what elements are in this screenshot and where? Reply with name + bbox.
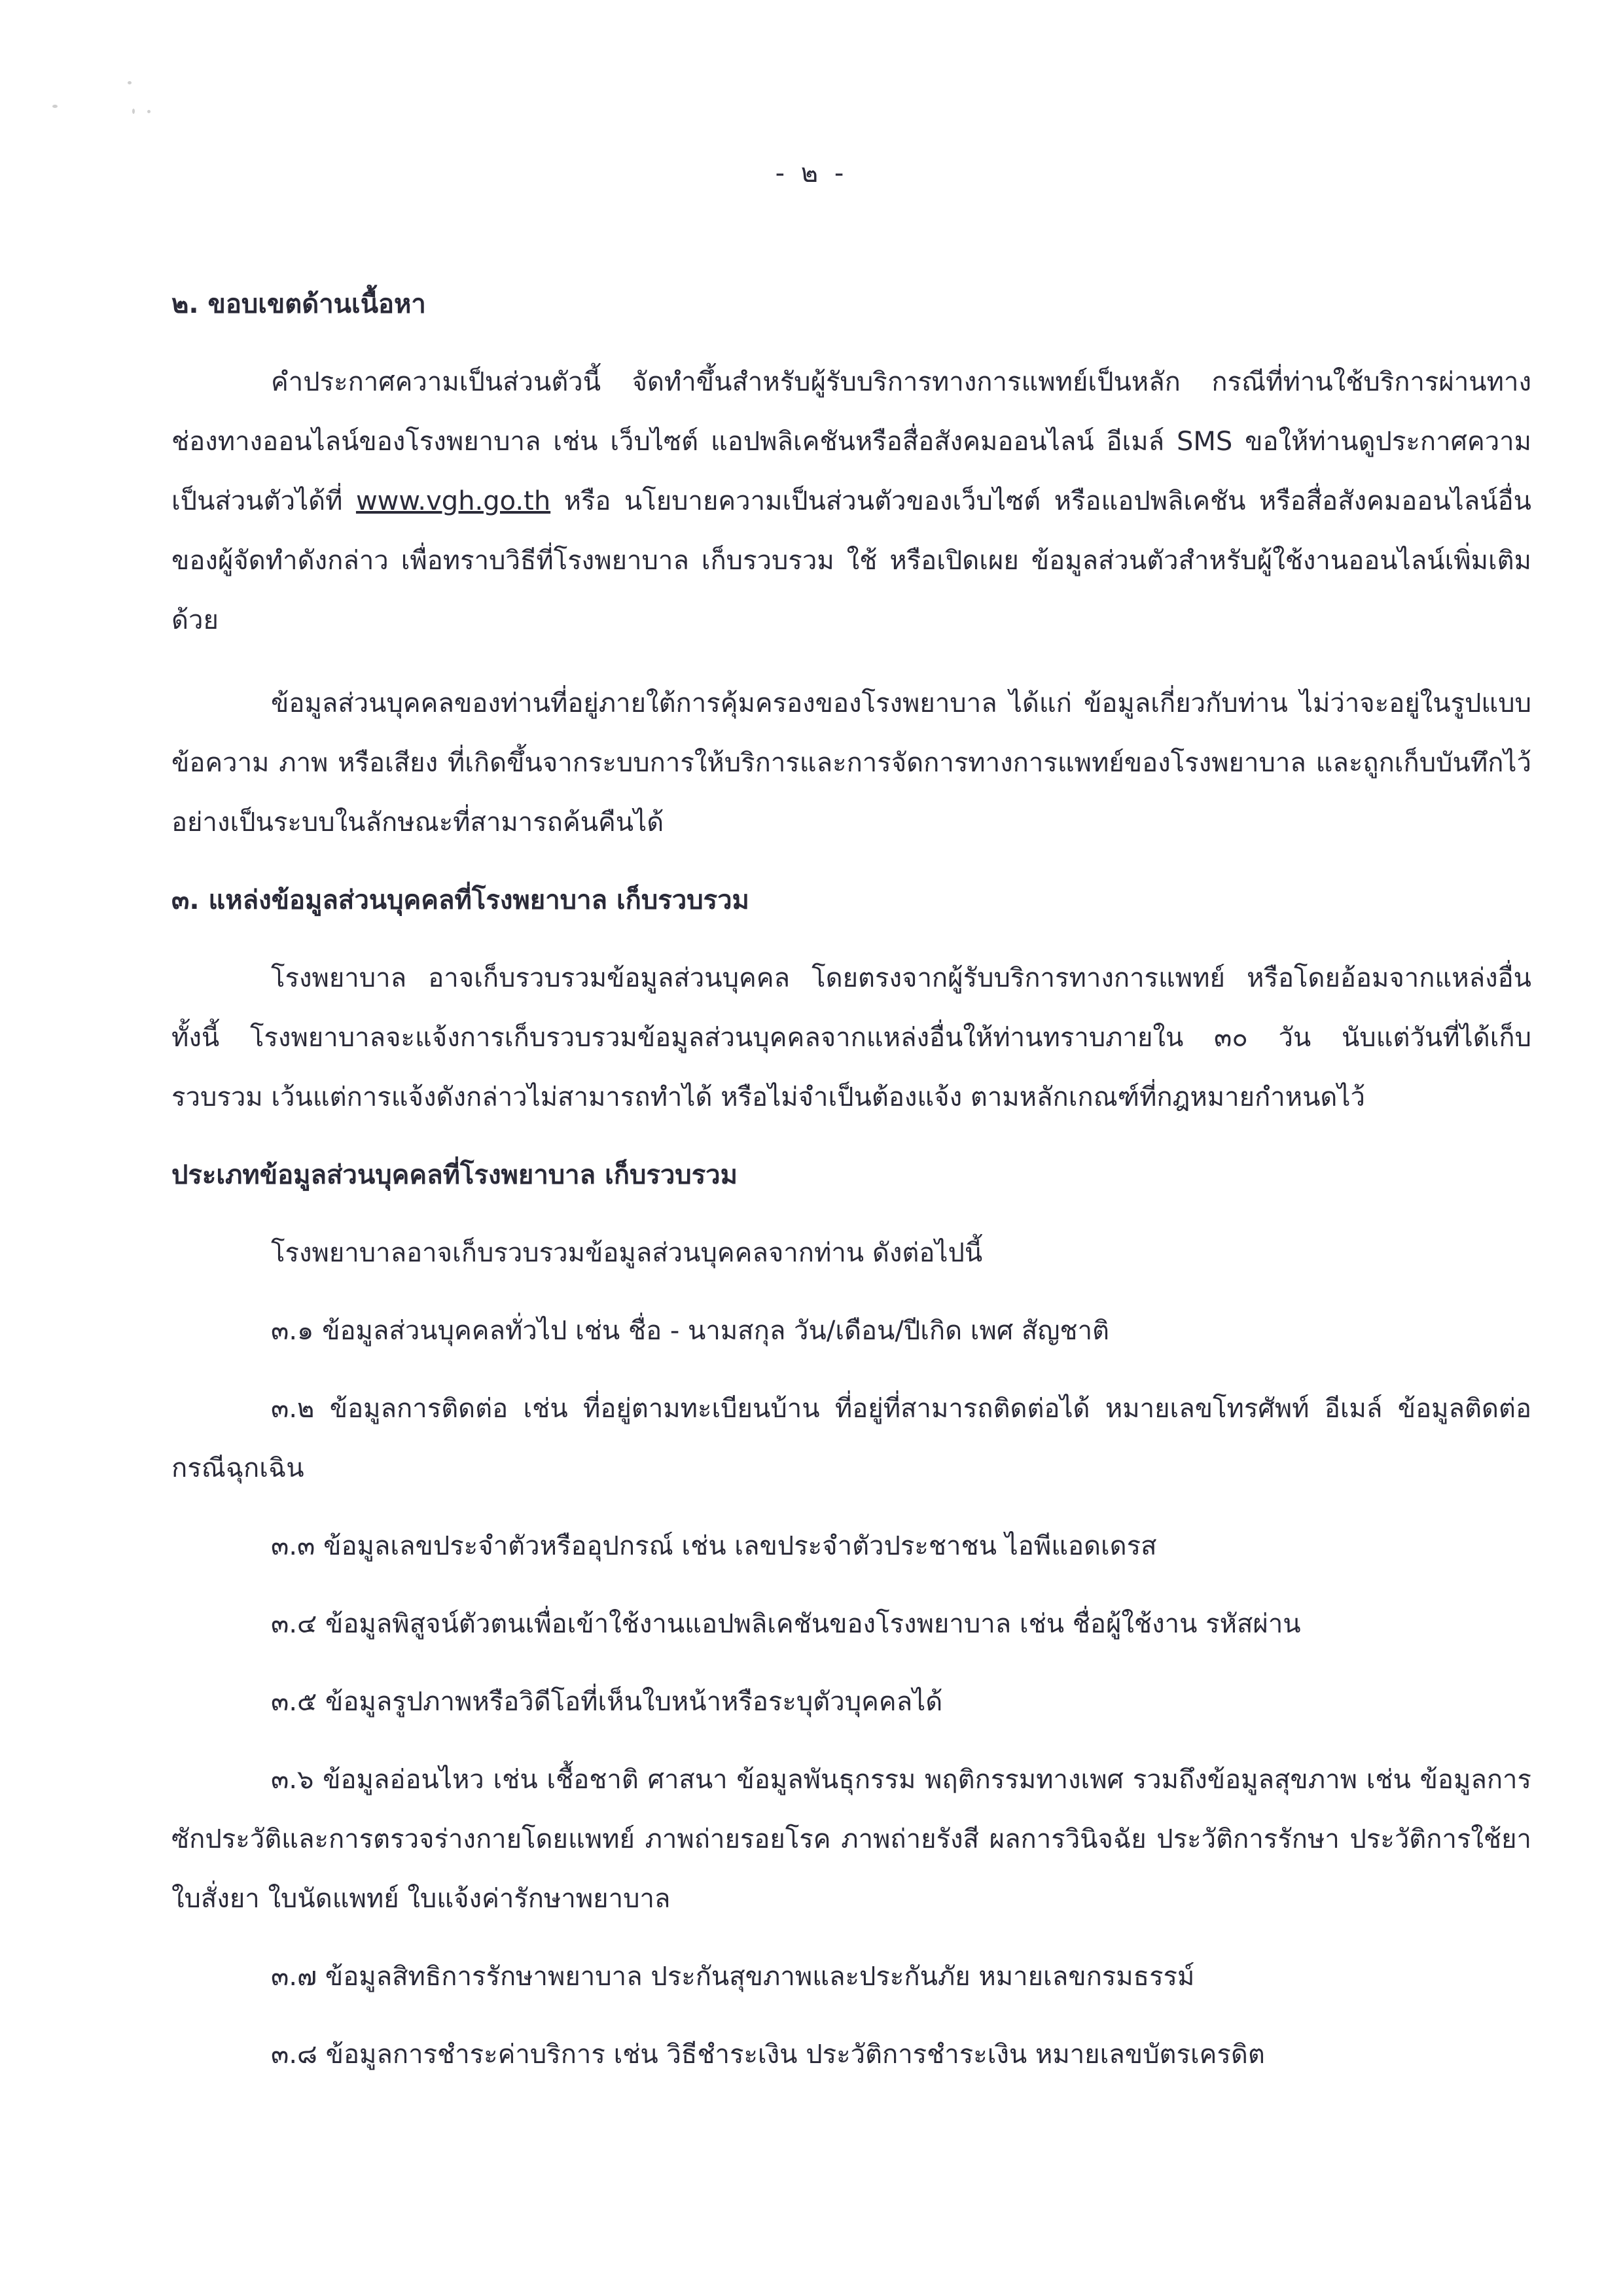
data-type-item-3-5: ๓.๕ ข้อมูลรูปภาพหรือวิดีโอที่เห็นใบหน้าหรือระบุตัวบุคคลได้ bbox=[271, 1687, 943, 1717]
page-number: - ๒ - bbox=[775, 158, 848, 188]
document-body bbox=[171, 275, 1531, 2085]
paragraph-text: หรือ นโยบายความเป็นส่วนตัวของเว็บไซต์ หรือแอปพลิเคชัน หรือสื่อสังคมออนไลน์อื่น ของผู้จัดทำดังกล่าว เพื่อทราบวิธีที่โรงพยาบาล เก็บรวบรวม ใช้ หรือเปิดเผย ข้อมูลส่วนตัวสำหรับผู้ใช้งานออนไลน์เพิ่มเติมด้วย bbox=[171, 486, 1531, 635]
section-2-paragraph-1 bbox=[171, 353, 1531, 650]
data-type-item-3-7: ๓.๗ ข้อมูลสิทธิการรักษาพยาบาล ประกันสุขภาพและประกันภัย หมายเลขกรมธรรม์ bbox=[271, 1962, 1195, 1992]
data-type-item-3-3: ๓.๓ ข้อมูลเลขประจำตัวหรืออุปกรณ์ เช่น เลขประจำตัวประชาชน ไอพีแอดเดรส bbox=[271, 1531, 1157, 1561]
data-type-item-3-1: ๓.๑ ข้อมูลส่วนบุคคลทั่วไป เช่น ชื่อ - นามสกุล วัน/เดือน/ปีเกิด เพศ สัญชาติ bbox=[271, 1316, 1110, 1346]
section-2-paragraph-2: ข้อมูลส่วนบุคคลของท่านที่อยู่ภายใต้การคุ้มครองของโรงพยาบาล ได้แก่ ข้อมูลเกี่ยวกับท่าน ไม่ว่าจะอยู่ในรูปแบบข้อความ ภาพ หรือเสียง ที่เกิดขึ้นจากระบบการให้บริการและการจัดการทางการแพทย์ของโรงพยาบาล และถูกเก็บบันทึกไว้อย่างเป็นระบบในลักษณะที่สามารถค้นคืนได้ bbox=[171, 688, 1531, 838]
data-type-item-3-2: ๓.๒ ข้อมูลการติดต่อ เช่น ที่อยู่ตามทะเบียนบ้าน ที่อยู่ที่สามารถติดต่อได้ หมายเลขโทรศัพท์ อีเมล์ ข้อมูลติดต่อกรณีฉุกเฉิน bbox=[171, 1394, 1531, 1483]
scan-artifacts bbox=[52, 59, 183, 118]
section-3-paragraph-1: โรงพยาบาล อาจเก็บรวบรวมข้อมูลส่วนบุคคล โดยตรงจากผู้รับบริการทางการแพทย์ หรือโดยอ้อมจากแหล่งอื่น ทั้งนี้ โรงพยาบาลจะแจ้งการเก็บรวบรวมข้อมูลส่วนบุคคลจากแหล่งอื่นให้ท่านทราบภายใน ๓๐ วัน นับแต่วันที่ได้เก็บรวบรวม เว้นแต่การแจ้งดังกล่าวไม่สามารถทำได้ หรือไม่จำเป็นต้องแจ้ง ตามหลักเกณฑ์ที่กฎหมายกำหนดไว้ bbox=[171, 963, 1531, 1112]
section-3-heading: ๓. แหล่งข้อมูลส่วนบุคคลที่โรงพยาบาล เก็บรวบรวม bbox=[171, 885, 749, 915]
scan-speck bbox=[52, 105, 58, 108]
scan-speck bbox=[128, 81, 132, 84]
paragraph-text: คำประกาศความเป็นส่วนตัวนี้ จัดทำขึ้นสำหรับผู้รับบริการทางการแพทย์เป็นหลัก กรณีที่ท่านใช้บริการผ่านทางช่องทางออนไลน์ของโรงพยาบาล เช่น เว็บไซต์ แอปพลิเคชันหรือสื่อสังคมออนไลน์ อีเมล์ SMS ขอให้ท่านดูประกาศความเป็นส่วนตัวได้ที่ bbox=[171, 367, 1531, 516]
data-type-item-3-8: ๓.๘ ข้อมูลการชำระค่าบริการ เช่น วิธีชำระเงิน ประวัติการชำระเงิน หมายเลขบัตรเครดิต bbox=[271, 2040, 1265, 2070]
data-type-item-3-6: ๓.๖ ข้อมูลอ่อนไหว เช่น เชื้อชาติ ศาสนา ข้อมูลพันธุกรรม พฤติกรรมทางเพศ รวมถึงข้อมูลสุขภาพ เช่น ข้อมูลการซักประวัติและการตรวจร่างกายโดยแพทย์ ภาพถ่ายรอยโรค ภาพถ่ายรังสี ผลการวินิจฉัย ประวัติการรักษา ประวัติการใช้ยา ใบสั่งยา ใบนัดแพทย์ ใบแจ้งค่ารักษาพยาบาล bbox=[171, 1765, 1532, 1914]
data-types-heading: ประเภทข้อมูลส่วนบุคคลที่โรงพยาบาล เก็บรวบรวม bbox=[171, 1160, 738, 1190]
scan-speck bbox=[147, 110, 151, 113]
data-types-intro: โรงพยาบาลอาจเก็บรวบรวมข้อมูลส่วนบุคคลจากท่าน ดังต่อไปนี้ bbox=[271, 1238, 983, 1268]
data-type-item-3-4: ๓.๔ ข้อมูลพิสูจน์ตัวตนเพื่อเข้าใช้งานแอปพลิเคชันของโรงพยาบาล เช่น ชื่อผู้ใช้งาน รหัสผ่าน bbox=[271, 1609, 1301, 1639]
website-link[interactable]: www.vgh.go.th bbox=[355, 486, 551, 516]
section-2-heading: ๒. ขอบเขตด้านเนื้อหา bbox=[171, 289, 426, 319]
scan-speck bbox=[132, 109, 135, 114]
